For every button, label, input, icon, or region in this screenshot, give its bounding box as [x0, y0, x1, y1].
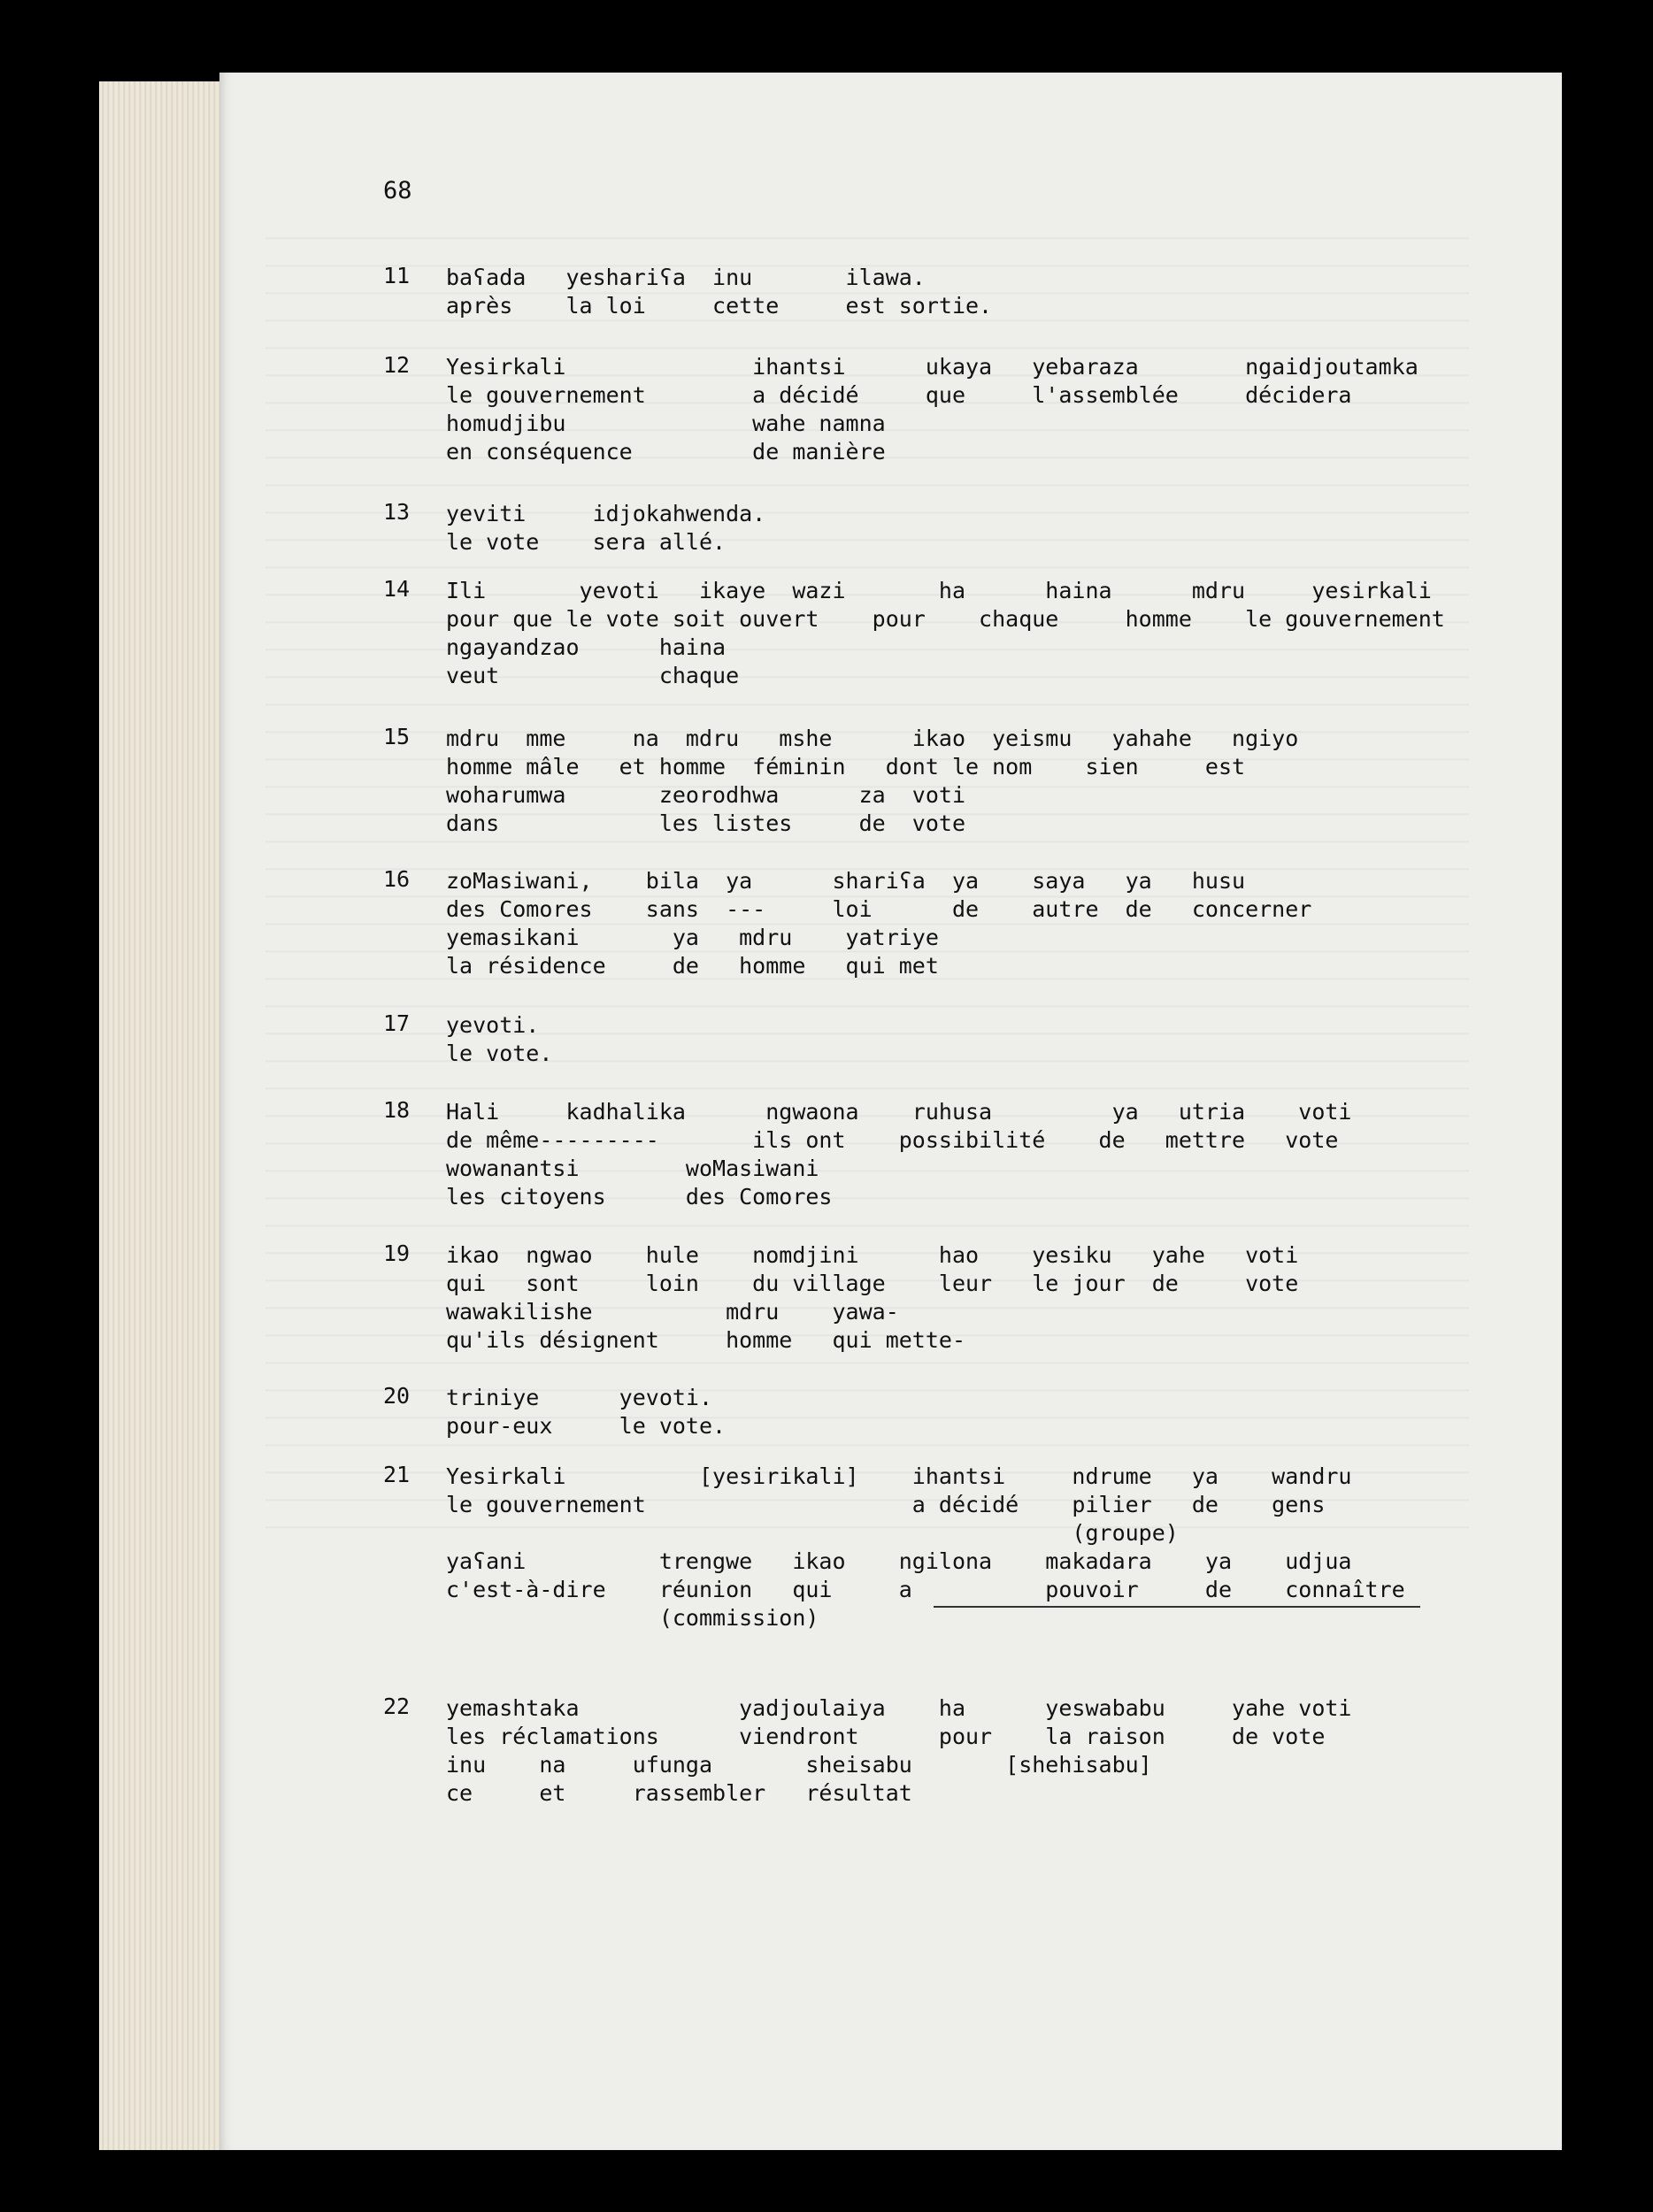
french-gloss-line: le vote.: [446, 1041, 553, 1066]
comorian-line: Yesirkali [yesirikali] ihantsi ndrume ya wandru: [446, 1463, 1352, 1489]
comorian-line: triniye yevoti.: [446, 1385, 713, 1410]
comorian-line: ngayandzao haina: [446, 634, 727, 660]
french-gloss-line: le vote sera allé.: [446, 529, 727, 555]
comorian-line: (groupe): [446, 1520, 1179, 1546]
french-gloss-line: la résidence de homme qui met: [446, 953, 939, 979]
french-gloss-line: en conséquence de manière: [446, 439, 886, 465]
french-gloss-line: des Comores sans --- loi de autre de concerner: [446, 896, 1312, 922]
french-gloss-line: après la loi cette est sortie.: [446, 293, 993, 319]
comorian-line: yevoti.: [446, 1012, 540, 1038]
french-gloss-line: pour que le vote soit ouvert pour chaque homme le gouvernement: [446, 606, 1445, 632]
line-number: 12: [383, 352, 411, 378]
french-gloss-line: les réclamations viendront pour la raison de vote: [446, 1724, 1326, 1749]
french-gloss-line: ce et rassembler résultat: [446, 1780, 912, 1806]
french-gloss-line: le gouvernement a décidé que l'assemblée décidera: [446, 382, 1352, 408]
french-gloss-line: de même--------- ils ont possibilité de mettre vote: [446, 1127, 1339, 1153]
comorian-line: homudjibu wahe namna: [446, 411, 886, 436]
book-page-edges: [99, 81, 232, 2150]
french-gloss-line: (commission): [446, 1605, 819, 1631]
french-gloss-line: pour-eux le vote.: [446, 1413, 727, 1439]
comorian-line: yeviti idjokahwenda.: [446, 501, 766, 526]
comorian-line: Yesirkali ihantsi ukaya yebaraza ngaidjoutamka: [446, 354, 1419, 380]
comorian-line: ikao ngwao hule nomdjini hao yesiku yahe voti: [446, 1242, 1299, 1268]
line-number: 14: [383, 576, 411, 602]
line-number: 16: [383, 866, 411, 892]
line-number: 21: [383, 1462, 411, 1487]
comorian-line: Ili yevoti ikaye wazi ha haina mdru yesirkali: [446, 578, 1432, 603]
line-number: 18: [383, 1097, 411, 1123]
line-number: 13: [383, 499, 411, 525]
comorian-line: Hali kadhalika ngwaona ruhusa ya utria voti: [446, 1099, 1352, 1125]
comorian-line: zoMasiwani, bila ya shariʕa ya saya ya husu: [446, 868, 1246, 894]
line-number: 15: [383, 724, 411, 749]
french-gloss-line: dans les listes de vote: [446, 810, 965, 836]
french-gloss-line: qui sont loin du village leur le jour de vote: [446, 1271, 1299, 1296]
line-number: 22: [383, 1694, 411, 1719]
underline-rule: [934, 1606, 1420, 1608]
comorian-line: wowanantsi woMasiwani: [446, 1156, 819, 1181]
comorian-line: yemasikani ya mdru yatriye: [446, 925, 939, 950]
line-number: 17: [383, 1010, 411, 1036]
comorian-line: inu na ufunga sheisabu [shehisabu]: [446, 1752, 1152, 1778]
line-number: 11: [383, 263, 411, 288]
comorian-line: yemashtaka yadjoulaiya ha yeswababu yahe voti: [446, 1695, 1352, 1721]
french-gloss-line: le gouvernement a décidé pilier de gens: [446, 1492, 1326, 1517]
french-gloss-line: yaʕani trengwe ikao ngilona makadara ya udjua: [446, 1548, 1352, 1574]
page-number: 68: [383, 177, 412, 204]
line-number: 20: [383, 1383, 411, 1409]
comorian-line: wawakilishe mdru yawa-: [446, 1299, 899, 1325]
comorian-line: c'est-à-dire réunion qui a pouvoir de connaître: [446, 1577, 1405, 1602]
comorian-line: woharumwa zeorodhwa za voti: [446, 782, 965, 808]
french-gloss-line: veut chaque: [446, 663, 740, 688]
french-gloss-line: qu'ils désignent homme qui mette-: [446, 1327, 965, 1353]
french-gloss-line: les citoyens des Comores: [446, 1184, 833, 1210]
french-gloss-line: homme mâle et homme féminin dont le nom sien est: [446, 754, 1246, 780]
comorian-line: mdru mme na mdru mshe ikao yeismu yahahe ngiyo: [446, 726, 1299, 751]
comorian-line: baʕada yeshariʕa inu ilawa.: [446, 265, 926, 290]
line-number: 19: [383, 1240, 411, 1266]
